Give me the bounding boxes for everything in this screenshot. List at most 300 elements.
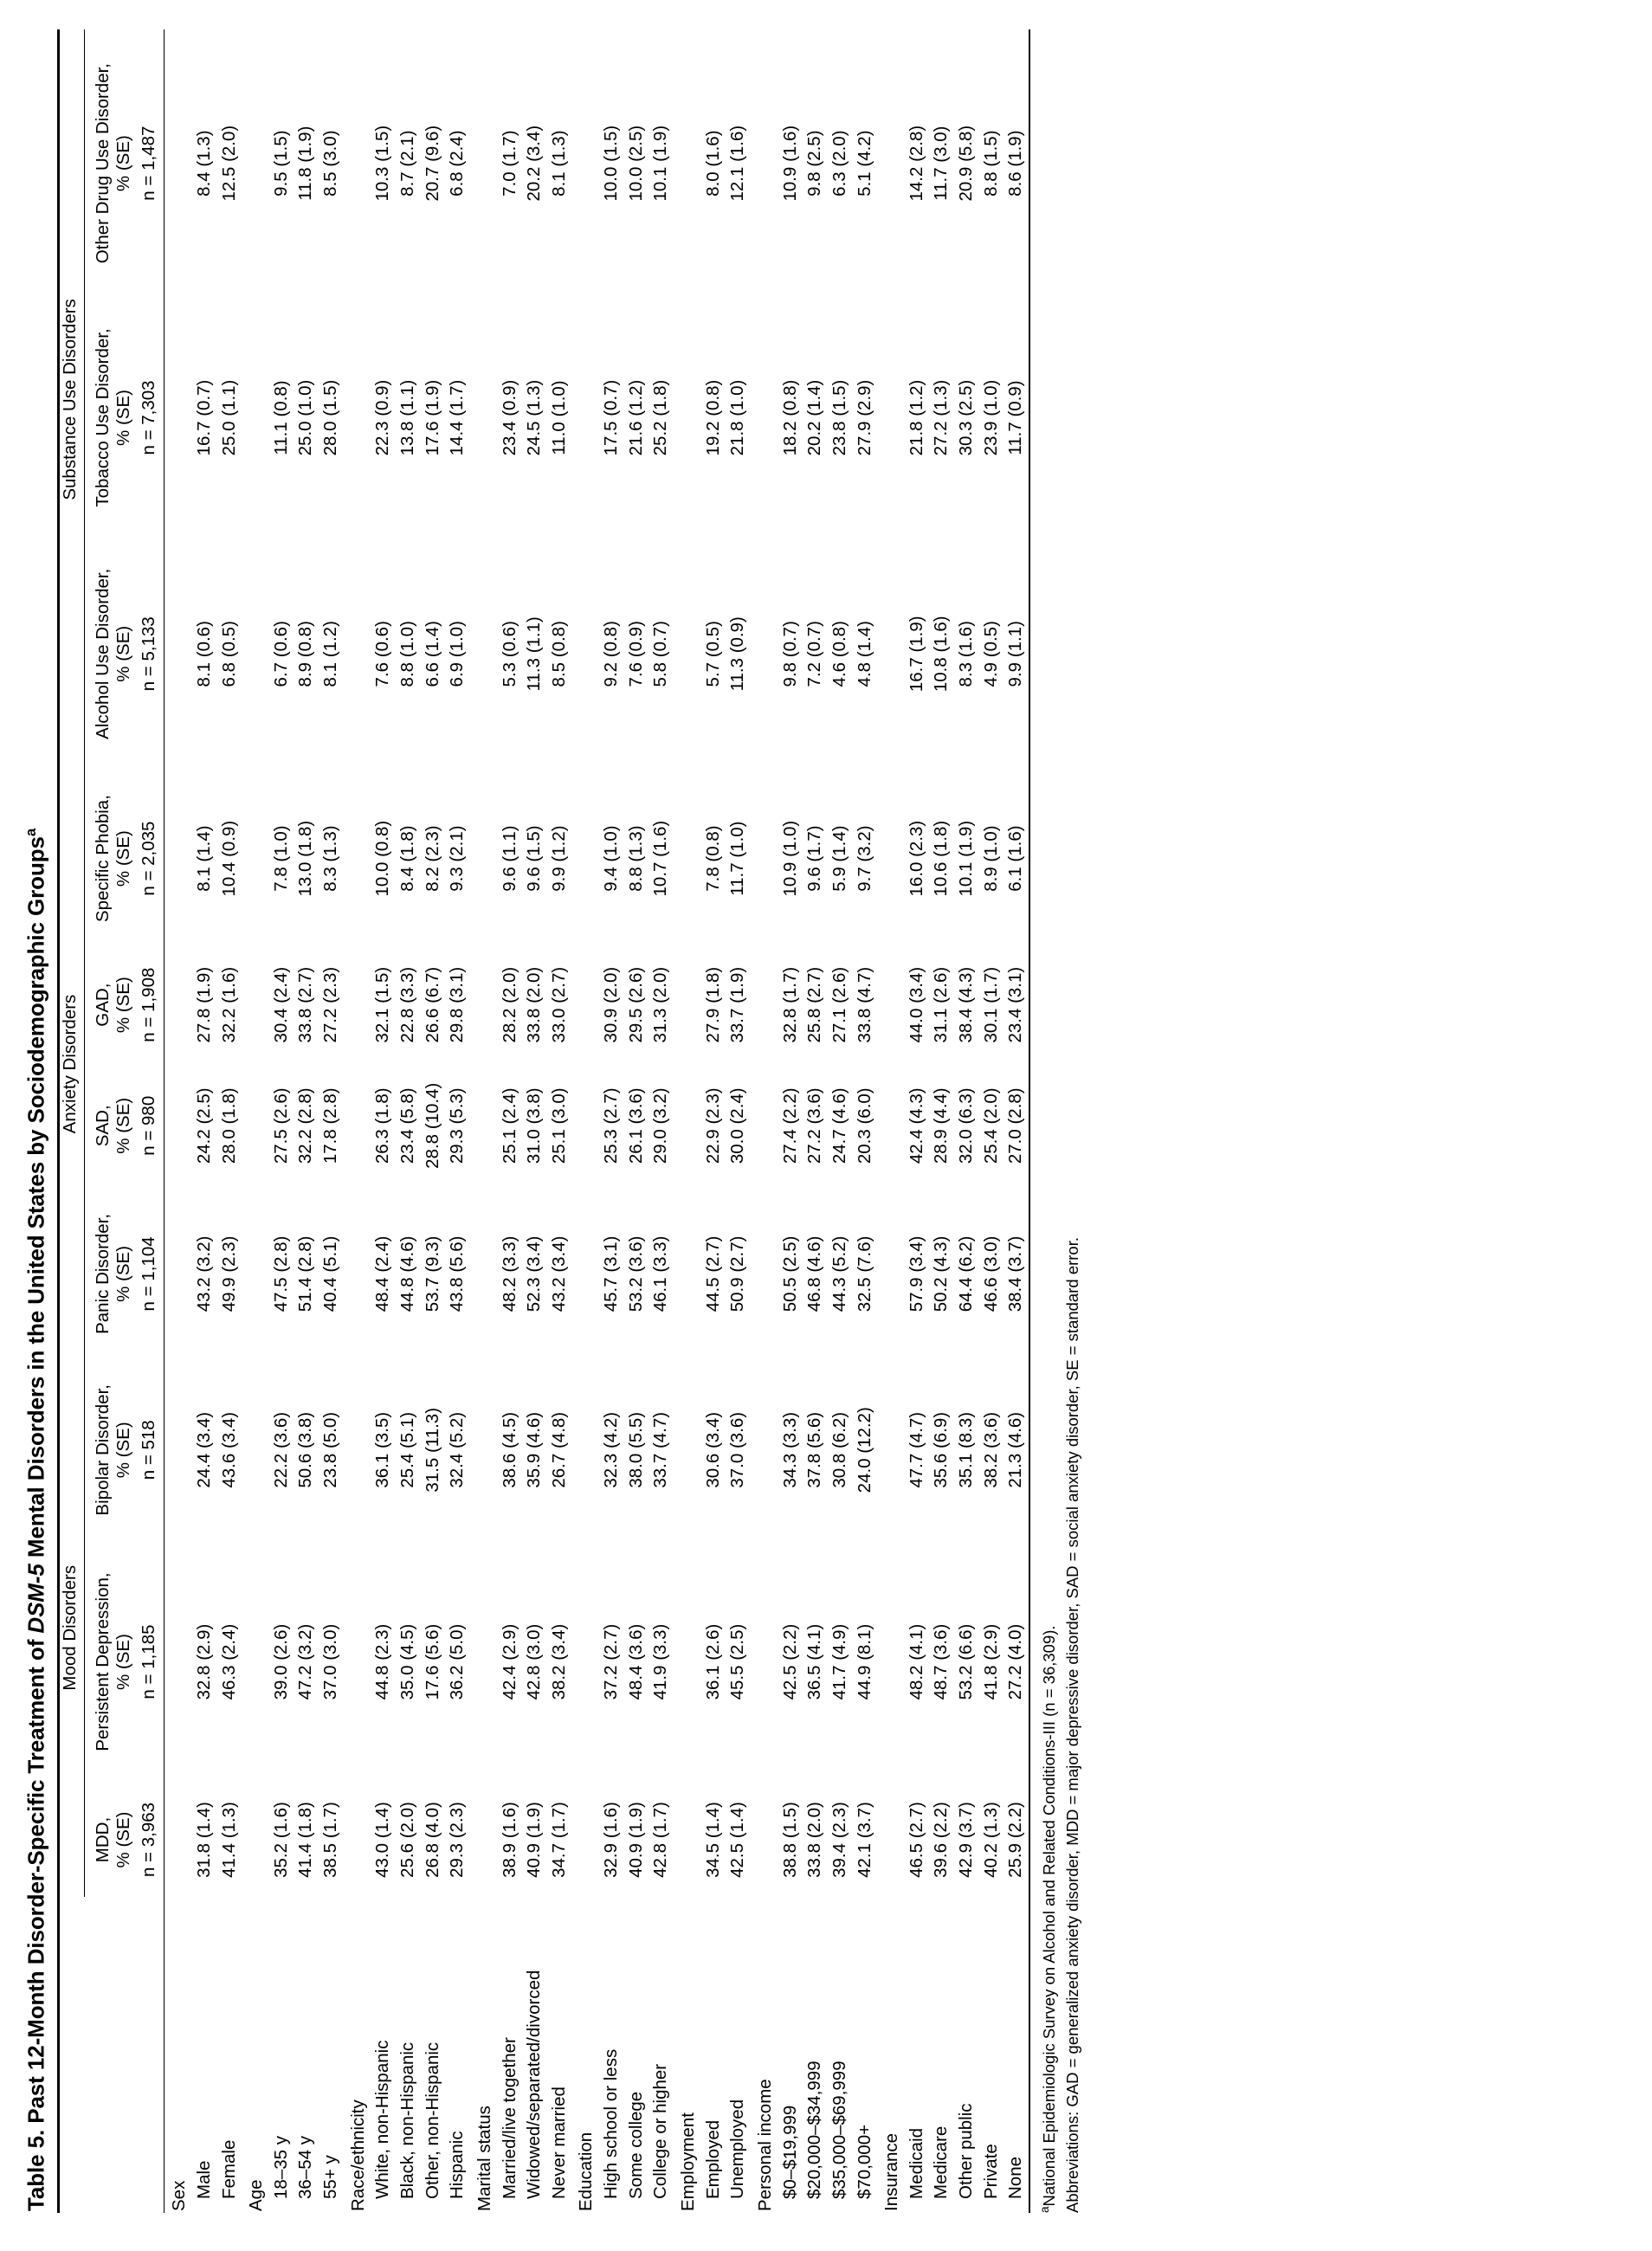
table-cell: 53.2 (6.6)	[956, 1623, 977, 1700]
table-cell: 9.5 (1.5)	[270, 130, 291, 197]
table-row	[498, 29, 523, 2213]
table-cell: 49.9 (2.3)	[218, 1235, 239, 1313]
table-title	[23, 29, 50, 2211]
table-cell: 12.5 (2.0)	[218, 125, 239, 202]
column-header-unit: % (SE)	[113, 390, 133, 446]
table-cell: 33.0 (2.7)	[548, 966, 569, 1043]
table-title-footnote-marker: a	[23, 828, 39, 837]
table-cell: 31.3 (2.0)	[650, 966, 671, 1043]
table-cell: 30.6 (3.4)	[702, 1411, 723, 1488]
table-cell: 18.2 (0.8)	[779, 379, 800, 456]
column-header-n: n = 1,908	[139, 967, 159, 1042]
table-row	[624, 29, 649, 2213]
table-cell: 5.7 (0.5)	[702, 621, 723, 687]
table-row	[979, 29, 1004, 2213]
table-cell: 21.8 (1.2)	[906, 379, 926, 456]
column-header-unit: % (SE)	[113, 977, 133, 1034]
row-label: White, non-Hispanic	[372, 2040, 393, 2199]
table-cell: 42.4 (2.9)	[499, 1623, 519, 1700]
row-label: Unemployed	[727, 2099, 748, 2199]
table-cell: 9.9 (1.2)	[548, 825, 569, 892]
table-cell: 44.8 (4.6)	[397, 1235, 417, 1313]
table-cell: 25.4 (5.1)	[397, 1411, 417, 1488]
table-section-row	[344, 29, 371, 2213]
table-cell: 35.2 (1.6)	[270, 1802, 291, 1878]
table-title-suffix: Mental Disorders in the United States by Sociodemographic Groups	[23, 836, 49, 1564]
table-cell: 30.8 (6.2)	[829, 1411, 849, 1488]
table-row	[929, 29, 954, 2213]
table-cell: 5.1 (4.2)	[854, 130, 874, 197]
table-cell: 38.9 (1.6)	[499, 1802, 519, 1878]
table-cell: 39.0 (2.6)	[270, 1623, 291, 1700]
row-label: 18–35 y	[270, 2136, 291, 2199]
column-header-n: n = 3,963	[139, 1802, 159, 1878]
table-cell: 64.4 (6.2)	[956, 1235, 977, 1313]
table-cell: 46.1 (3.3)	[650, 1235, 671, 1313]
column-header-unit: % (SE)	[113, 625, 133, 682]
table-cell: 21.8 (1.0)	[727, 379, 748, 456]
table-row	[905, 29, 930, 2213]
table-row	[421, 29, 446, 2213]
table-cell: 29.3 (5.3)	[447, 1087, 468, 1164]
table-cell: 4.6 (0.8)	[829, 621, 849, 687]
table-cell: 38.2 (3.6)	[980, 1411, 1001, 1488]
table-cell: 48.4 (3.6)	[625, 1623, 646, 1700]
table-cell: 44.9 (8.1)	[854, 1623, 874, 1700]
table-cell: 24.2 (2.5)	[193, 1087, 214, 1164]
column-header-n: n = 5,133	[139, 616, 159, 692]
table-cell: 23.8 (1.5)	[829, 379, 849, 456]
table-cell: 9.9 (1.1)	[1005, 621, 1026, 687]
table-cell: 13.8 (1.1)	[397, 379, 417, 456]
row-label: Other public	[956, 2103, 977, 2199]
table-cell: 43.6 (3.4)	[218, 1411, 239, 1488]
table-row	[778, 29, 803, 2213]
table-section-row	[165, 29, 192, 2213]
table-cell: 8.1 (1.2)	[320, 621, 341, 687]
table-cell: 9.6 (1.1)	[499, 825, 519, 892]
table-cell: 43.2 (3.4)	[548, 1235, 569, 1313]
table-cell: 38.8 (1.5)	[779, 1802, 800, 1878]
row-label: Black, non-Hispanic	[397, 2041, 417, 2199]
column-header-n: n = 518	[139, 1420, 159, 1480]
table-cell: 25.2 (1.8)	[650, 379, 671, 456]
column-header-name: Specific Phobia,	[92, 795, 113, 923]
table-cell: 25.8 (2.7)	[804, 966, 825, 1043]
table-cell: 34.3 (3.3)	[779, 1411, 800, 1488]
table-cell: 11.1 (0.8)	[270, 380, 291, 455]
footnote-text: National Epidemiologic Survey on Alcohol and Related Conditions-III (n = 36,309).	[1040, 1625, 1059, 2207]
footnote-marker: a	[1038, 2206, 1051, 2213]
section-filler	[165, 29, 192, 1897]
table-cell: 27.2 (2.3)	[320, 966, 341, 1043]
table-cell: 8.2 (2.3)	[422, 825, 442, 892]
table-section-row	[242, 29, 269, 2213]
table-cell: 40.2 (1.3)	[980, 1802, 1001, 1878]
table-cell: 12.1 (1.6)	[727, 125, 748, 202]
table-cell: 23.4 (0.9)	[499, 379, 519, 456]
column-header-unit: % (SE)	[113, 135, 133, 192]
column-header-n: n = 2,035	[139, 821, 159, 896]
table-cell: 33.8 (2.0)	[524, 966, 545, 1043]
table-cell: 30.4 (2.4)	[270, 966, 291, 1043]
table-cell: 36.2 (5.0)	[447, 1623, 468, 1700]
table-cell: 38.5 (1.7)	[320, 1802, 341, 1878]
table-cell: 8.8 (1.0)	[397, 621, 417, 687]
table-cell: 32.4 (5.2)	[447, 1411, 468, 1488]
column-header	[87, 770, 165, 948]
table-cell: 41.7 (4.9)	[829, 1623, 849, 1700]
table-cell: 42.4 (4.3)	[906, 1087, 926, 1164]
column-header	[87, 1062, 165, 1190]
table-cell: 10.0 (1.5)	[601, 125, 622, 202]
section-label: Sex	[169, 2180, 190, 2211]
table-cell: 44.5 (2.7)	[702, 1235, 723, 1313]
column-header-unit: % (SE)	[113, 1634, 133, 1690]
table-cell: 37.0 (3.0)	[320, 1623, 341, 1700]
table-row	[701, 29, 726, 2213]
table-cell: 8.8 (1.5)	[980, 130, 1001, 197]
column-header	[87, 1783, 165, 1898]
table-cell: 23.4 (5.8)	[397, 1087, 417, 1164]
table-cell: 41.9 (3.3)	[650, 1623, 671, 1700]
table-cell: 26.1 (3.6)	[625, 1087, 646, 1164]
table-cell: 47.5 (2.8)	[270, 1235, 291, 1313]
table-cell: 6.7 (0.6)	[270, 621, 291, 687]
column-header-name: GAD,	[92, 983, 113, 1027]
row-label: 36–54 y	[295, 2136, 316, 2199]
table-cell: 25.0 (1.1)	[218, 379, 239, 456]
table-cell: 14.4 (1.7)	[447, 379, 468, 456]
table-cell: 9.6 (1.7)	[804, 825, 825, 892]
table-cell: 38.4 (4.3)	[956, 966, 977, 1043]
table-cell: 22.9 (2.3)	[702, 1087, 723, 1164]
table-cell: 35.1 (8.3)	[956, 1411, 977, 1488]
row-label: $70,000+	[854, 2124, 874, 2199]
table-cell: 10.3 (1.5)	[372, 125, 393, 202]
table-cell: 32.1 (1.5)	[372, 966, 393, 1043]
table-section-row	[470, 29, 498, 2213]
table-cell: 11.8 (1.9)	[295, 126, 316, 201]
row-label: Never married	[548, 2087, 569, 2199]
table-cell: 7.6 (0.9)	[625, 621, 646, 687]
table-cell: 33.8 (2.7)	[295, 966, 316, 1043]
table-cell: 42.5 (2.2)	[779, 1623, 800, 1700]
column-group-header	[60, 29, 87, 770]
row-label: Hispanic	[447, 2131, 468, 2199]
table-cell: 32.8 (2.9)	[193, 1623, 214, 1700]
table-cell: 44.3 (5.2)	[829, 1235, 849, 1313]
column-header-row	[87, 29, 165, 2213]
table-cell: 44.0 (3.4)	[906, 966, 926, 1043]
table-cell: 25.9 (2.2)	[1005, 1802, 1026, 1878]
table-cell: 42.9 (3.7)	[956, 1802, 977, 1878]
table-cell: 28.0 (1.5)	[320, 379, 341, 456]
table-cell: 27.8 (1.9)	[193, 966, 214, 1043]
table-cell: 50.5 (2.5)	[779, 1235, 800, 1313]
row-label: Widowed/separated/divorced	[524, 1970, 545, 2199]
table-cell: 25.1 (2.4)	[499, 1087, 519, 1164]
table-cell: 47.2 (3.2)	[295, 1623, 316, 1700]
section-label: Race/ethnicity	[347, 2099, 368, 2211]
table-cell: 8.9 (1.0)	[980, 825, 1001, 892]
table-cell: 9.7 (3.2)	[854, 825, 874, 892]
table-row	[803, 29, 828, 2213]
table-cell: 9.8 (0.7)	[779, 621, 800, 687]
table-cell: 10.9 (1.0)	[779, 820, 800, 897]
column-group-header	[60, 1358, 87, 1897]
table-cell: 8.1 (1.3)	[548, 130, 569, 197]
section-label: Employment	[678, 2112, 699, 2211]
table-cell: 50.2 (4.3)	[931, 1235, 952, 1313]
table-cell: 10.1 (1.9)	[650, 125, 671, 202]
table-cell: 32.3 (4.2)	[601, 1411, 622, 1488]
table-row	[1003, 29, 1029, 2213]
table-cell: 32.5 (7.6)	[854, 1235, 874, 1313]
table-cell: 40.4 (5.1)	[320, 1235, 341, 1313]
table-cell: 7.6 (0.6)	[372, 621, 393, 687]
table-cell: 8.3 (1.3)	[320, 825, 341, 892]
table-cell: 35.6 (6.9)	[931, 1411, 952, 1488]
row-label: Medicaid	[906, 2127, 926, 2199]
table-cell: 9.4 (1.0)	[601, 825, 622, 892]
table-cell: 29.8 (3.1)	[447, 966, 468, 1043]
table-cell: 41.4 (1.8)	[295, 1802, 316, 1878]
table-cell: 22.2 (3.6)	[270, 1411, 291, 1488]
column-header-name: MDD,	[92, 1816, 113, 1863]
row-label: None	[1005, 2156, 1026, 2199]
table-cell: 5.9 (1.4)	[829, 825, 849, 892]
table-row	[828, 29, 853, 2213]
table-row	[371, 29, 396, 2213]
footnote	[1036, 29, 1062, 2213]
table-cell: 8.9 (0.8)	[295, 621, 316, 687]
table-cell: 20.2 (1.4)	[804, 379, 825, 456]
table-row	[396, 29, 421, 2213]
table-cell: 7.8 (0.8)	[702, 825, 723, 892]
section-filler	[470, 29, 498, 1897]
table-cell: 22.3 (0.9)	[372, 379, 393, 456]
group-header-row	[60, 29, 87, 2213]
row-label: Female	[218, 2139, 239, 2199]
table-cell: 40.9 (1.9)	[625, 1802, 646, 1878]
column-group-label: Mood Disorders	[60, 1358, 85, 1897]
table-cell: 30.9 (2.0)	[601, 966, 622, 1043]
table-cell: 6.3 (2.0)	[829, 130, 849, 197]
table-cell: 31.8 (1.4)	[193, 1802, 214, 1878]
column-header	[87, 1190, 165, 1359]
row-label: Private	[980, 2144, 1001, 2199]
table-cell: 17.6 (5.6)	[422, 1623, 442, 1700]
table-cell: 10.1 (1.9)	[956, 820, 977, 897]
table-cell: 53.7 (9.3)	[422, 1235, 442, 1313]
table-cell: 39.4 (2.3)	[829, 1802, 849, 1878]
table-cell: 32.2 (2.8)	[295, 1087, 316, 1164]
table-cell: 46.6 (3.0)	[980, 1235, 1001, 1313]
table-cell: 21.3 (4.6)	[1005, 1411, 1026, 1488]
section-label: Education	[576, 2132, 597, 2211]
table-section-row	[674, 29, 701, 2213]
table-section-row	[751, 29, 778, 2213]
table-cell: 29.5 (2.6)	[625, 966, 646, 1043]
row-label: Married/live together	[499, 2037, 519, 2199]
table-cell: 31.0 (3.8)	[524, 1087, 545, 1164]
table-footnotes	[1036, 29, 1085, 2213]
table-cell: 22.8 (3.3)	[397, 966, 417, 1043]
column-header-n: n = 1,185	[139, 1624, 159, 1700]
table-cell: 31.1 (2.6)	[931, 966, 952, 1043]
table-cell: 6.9 (1.0)	[447, 621, 468, 687]
table-cell: 43.0 (1.4)	[372, 1802, 393, 1878]
table-cell: 47.7 (4.7)	[906, 1411, 926, 1488]
row-label: $35,000–$69,999	[829, 2061, 849, 2199]
table-cell: 44.8 (2.3)	[372, 1623, 393, 1700]
table-row	[269, 29, 294, 2213]
table-cell: 41.8 (2.9)	[980, 1623, 1001, 1700]
table-cell: 7.8 (1.0)	[270, 825, 291, 892]
column-header-unit: % (SE)	[113, 1811, 133, 1868]
table-cell: 28.0 (1.8)	[218, 1087, 239, 1164]
column-group-header	[60, 770, 87, 1358]
table-row	[649, 29, 674, 2213]
table-cell: 28.9 (4.4)	[931, 1087, 952, 1164]
column-header-unit: % (SE)	[113, 1245, 133, 1302]
section-filler	[242, 29, 269, 1897]
table-cell: 5.3 (0.6)	[499, 621, 519, 687]
table-bottom-rule	[1029, 29, 1030, 2213]
table-cell: 46.5 (2.7)	[906, 1802, 926, 1878]
column-header-name: SAD,	[92, 1105, 113, 1147]
column-header-name: Tobacco Use Disorder,	[92, 328, 113, 507]
data-table	[60, 29, 1029, 2213]
table-cell: 30.0 (2.4)	[727, 1087, 748, 1164]
column-header-unit: % (SE)	[113, 830, 133, 887]
table-cell: 52.3 (3.4)	[524, 1235, 545, 1313]
table-row	[726, 29, 751, 2213]
table-cell: 8.1 (0.6)	[193, 621, 214, 687]
table-cell: 10.8 (1.6)	[931, 616, 952, 693]
section-filler	[877, 29, 905, 1897]
table-cell: 6.6 (1.4)	[422, 621, 442, 687]
table-row	[522, 29, 547, 2213]
table-cell: 25.1 (3.0)	[548, 1087, 569, 1164]
table-cell: 10.4 (0.9)	[218, 820, 239, 897]
table-cell: 48.4 (2.4)	[372, 1235, 393, 1313]
row-label: High school or less	[601, 2048, 622, 2199]
column-header	[87, 539, 165, 770]
table-cell: 23.9 (1.0)	[980, 379, 1001, 456]
column-header	[87, 297, 165, 538]
section-label: Age	[246, 2179, 267, 2211]
row-label: 55+ y	[320, 2155, 341, 2199]
table-body	[165, 29, 1029, 2213]
table-cell: 53.2 (3.6)	[625, 1235, 646, 1313]
table-row	[853, 29, 878, 2213]
table-cell: 27.2 (3.6)	[804, 1087, 825, 1164]
table-cell: 7.2 (0.7)	[804, 621, 825, 687]
table-cell: 23.8 (5.0)	[320, 1411, 341, 1488]
table-cell: 26.8 (4.0)	[422, 1802, 442, 1878]
table-cell: 28.2 (2.0)	[499, 966, 519, 1043]
table-cell: 38.6 (4.5)	[499, 1411, 519, 1488]
table-row	[599, 29, 624, 2213]
column-header	[87, 29, 165, 297]
table-cell: 46.3 (2.4)	[218, 1623, 239, 1700]
table-cell: 13.0 (1.8)	[295, 820, 316, 897]
table-cell: 45.7 (3.1)	[601, 1235, 622, 1313]
table-row	[547, 29, 572, 2213]
table-head	[60, 29, 165, 2213]
table-cell: 25.3 (2.7)	[601, 1087, 622, 1164]
table-cell: 29.3 (2.3)	[447, 1802, 468, 1878]
table-cell: 8.5 (3.0)	[320, 130, 341, 197]
table-title-prefix: Table 5. Past 12-Month Disorder-Specific Treatment of	[23, 1633, 49, 2211]
table-cell: 50.9 (2.7)	[727, 1235, 748, 1313]
table-cell: 29.0 (3.2)	[650, 1087, 671, 1164]
table-cell: 26.6 (6.7)	[422, 966, 442, 1043]
section-label: Insurance	[881, 2132, 902, 2211]
table-cell: 33.7 (4.7)	[650, 1411, 671, 1488]
column-header-n: n = 1,104	[139, 1236, 159, 1312]
table-cell: 9.8 (2.5)	[804, 130, 825, 197]
column-header-n: n = 7,303	[139, 380, 159, 455]
table-cell: 16.7 (1.9)	[906, 616, 926, 693]
row-label: Male	[193, 2160, 214, 2199]
table-cell: 10.6 (1.8)	[931, 820, 952, 897]
column-header-name: Persistent Depression,	[92, 1572, 113, 1751]
column-header	[87, 1358, 165, 1541]
section-label: Marital status	[474, 2106, 494, 2211]
table-cell: 11.3 (0.9)	[727, 616, 748, 692]
section-filler	[571, 29, 599, 1897]
table-cell: 41.4 (1.3)	[218, 1802, 239, 1878]
table-section-row	[877, 29, 905, 2213]
table-cell: 9.3 (2.1)	[447, 825, 468, 892]
section-filler	[344, 29, 371, 1897]
row-label: $0–$19,999	[779, 2105, 800, 2199]
table-cell: 36.1 (3.5)	[372, 1411, 393, 1488]
table-cell: 27.2 (1.3)	[931, 379, 952, 456]
table-cell: 48.7 (3.6)	[931, 1623, 952, 1700]
table-cell: 33.8 (2.0)	[804, 1802, 825, 1878]
table-cell: 26.3 (1.8)	[372, 1087, 393, 1164]
table-cell: 6.8 (0.5)	[218, 621, 239, 687]
table-cell: 8.1 (1.4)	[193, 825, 214, 892]
table-row	[192, 29, 217, 2213]
table-cell: 43.2 (3.2)	[193, 1235, 214, 1313]
table-cell: 16.0 (2.3)	[906, 820, 926, 897]
table-cell: 10.0 (0.8)	[372, 820, 393, 897]
table-cell: 25.6 (2.0)	[397, 1802, 417, 1878]
row-label: Other, non-Hispanic	[422, 2041, 442, 2199]
table-cell: 32.8 (1.7)	[779, 966, 800, 1043]
table-cell: 30.1 (1.7)	[980, 966, 1001, 1043]
column-header-unit: % (SE)	[113, 1097, 133, 1154]
table-cell: 17.6 (1.9)	[422, 379, 442, 456]
table-cell: 11.7 (1.0)	[727, 821, 748, 896]
table-cell: 31.5 (11.3)	[422, 1407, 442, 1493]
table-cell: 39.6 (2.2)	[931, 1802, 952, 1878]
table-cell: 50.6 (3.8)	[295, 1411, 316, 1488]
table-row	[319, 29, 344, 2213]
table-cell: 37.8 (5.6)	[804, 1411, 825, 1488]
table-cell: 26.7 (4.8)	[548, 1411, 569, 1488]
table-cell: 27.1 (2.6)	[829, 966, 849, 1043]
table-cell: 38.4 (3.7)	[1005, 1235, 1026, 1313]
table-cell: 19.2 (0.8)	[702, 379, 723, 456]
table-cell: 46.8 (4.6)	[804, 1235, 825, 1313]
table-cell: 11.7 (3.0)	[931, 126, 952, 201]
